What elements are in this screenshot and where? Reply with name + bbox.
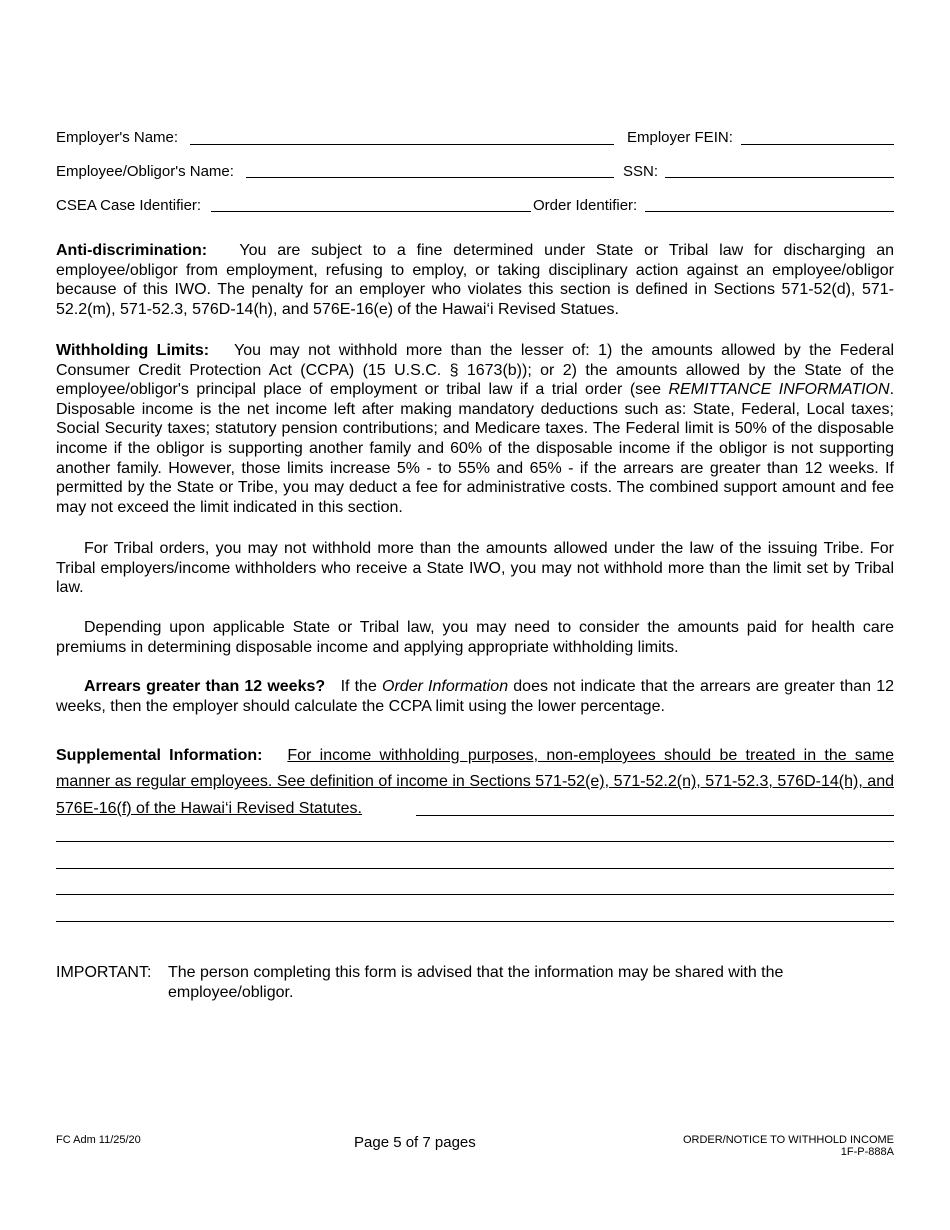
- arrears-heading: Arrears greater than 12 weeks?: [84, 678, 326, 695]
- supplemental-blank-line-1[interactable]: [56, 841, 894, 842]
- anti-discrimination-text: You are subject to a fine determined under State or Tribal law for discharging an employee/obligor from employment, refusing to employ, or taking disciplinary action against an employee/obligor because of this IWO. The penalty for an employer who violates this section is defined in Sections 571-52(d), 571-52.2(m), 571-52.3, 576D-14(h), and 576E-16(e) of the Hawai‘i Revised Statues.: [56, 242, 895, 318]
- tribal-orders-paragraph: For Tribal orders, you may not withhold more than the amounts allowed under the law of the issuing Tribe. For Tribal employers/income withholders who receive a State IWO, you may not withhold more than the limit set by Tribal law.: [56, 540, 894, 597]
- important-label: IMPORTANT:: [56, 964, 152, 981]
- ssn-field[interactable]: [665, 177, 894, 178]
- supplemental-blank-line-3[interactable]: [56, 894, 894, 895]
- order-information-ref: Order Information: [382, 678, 509, 695]
- anti-discrimination-paragraph: [56, 241, 894, 319]
- order-id-field[interactable]: [645, 211, 894, 212]
- anti-discrimination-heading: Anti-discrimination:: [56, 242, 208, 259]
- form-title: ORDER/NOTICE TO WITHHOLD INCOME: [682, 1134, 894, 1146]
- ssn-label: SSN:: [623, 163, 659, 180]
- employer-name-field[interactable]: [190, 144, 614, 145]
- employer-fein-field[interactable]: [741, 144, 894, 145]
- supplemental-text-underline: [416, 815, 894, 816]
- important-text: The person completing this form is advised that the information may be shared with the employee/obligor.: [168, 964, 784, 1001]
- csea-field[interactable]: [211, 211, 531, 212]
- arrears-text-b: does not indicate that the arrears are greater than 12 weeks, then the employer should calculate the CCPA limit using the lower percentage.: [56, 678, 895, 715]
- supplemental-blank-line-4[interactable]: [56, 921, 894, 922]
- supplemental-blank-line-2[interactable]: [56, 868, 894, 869]
- csea-label: CSEA Case Identifier:: [56, 197, 202, 214]
- withholding-limits-paragraph: [56, 341, 894, 517]
- withholding-limits-text-a: You may not withhold more than the lesser of: 1) the amounts allowed by the Federal Consumer Credit Protection Act (CCPA) (15 U.S.C. § 1673(b)); or 2) the amounts allowed by the State of the employee/obligor's principal place of employment or tribal law if a trial order (see: [56, 342, 895, 399]
- employee-name-field[interactable]: [246, 177, 614, 178]
- supplemental-information: [56, 743, 894, 822]
- health-premiums-paragraph: Depending upon applicable State or Tribal law, you may need to consider the amounts paid for health care premiums in determining disposable income and applying appropriate withholding limits.: [56, 619, 894, 656]
- form-number: 1F-P-888A: [840, 1146, 894, 1158]
- form-revision-date: FC Adm 11/25/20: [56, 1134, 141, 1146]
- arrears-paragraph: [56, 677, 894, 716]
- order-id-label: Order Identifier:: [533, 197, 638, 214]
- employer-name-label: Employer's Name:: [56, 129, 179, 146]
- supplemental-heading: Supplemental Information:: [56, 747, 263, 764]
- form-title-footer: [683, 1134, 894, 1158]
- employee-name-label: Employee/Obligor's Name:: [56, 163, 234, 180]
- withholding-limits-text-b: . Disposable income is the net income left after making mandatory deductions such as: State, Federal, Local taxes; Social Security taxes; statutory pension contributions; and Medicare taxes. The Federal limit is 50% of the disposable income if the obligor is supporting another family and 60% of the disposable income if the obligor is not supporting another family. However, those limits increase 5% - to 55% and 65% - if the arrears are greater than 12 weeks. If permitted by the State or Tribe, you may deduct a fee for administrative costs. The combined support amount and fee may not exceed the limit indicated in this section.: [56, 381, 895, 516]
- arrears-text-a: If the: [340, 678, 377, 695]
- withholding-limits-heading: Withholding Limits:: [56, 342, 210, 359]
- page-number: Page 5 of 7 pages: [354, 1134, 476, 1151]
- remittance-information-ref: REMITTANCE INFORMATION: [668, 381, 890, 399]
- employer-fein-label: Employer FEIN:: [627, 129, 733, 146]
- supplemental-text: For income withholding purposes, non-employees should be treated in the same manner as regular employees. See definition of income in Sections 571-52(e), 571-52.2(n), 571-52.3, 576D-14(h), and 576E-16(f) of the Hawai‘i Revised Statutes.: [56, 747, 895, 817]
